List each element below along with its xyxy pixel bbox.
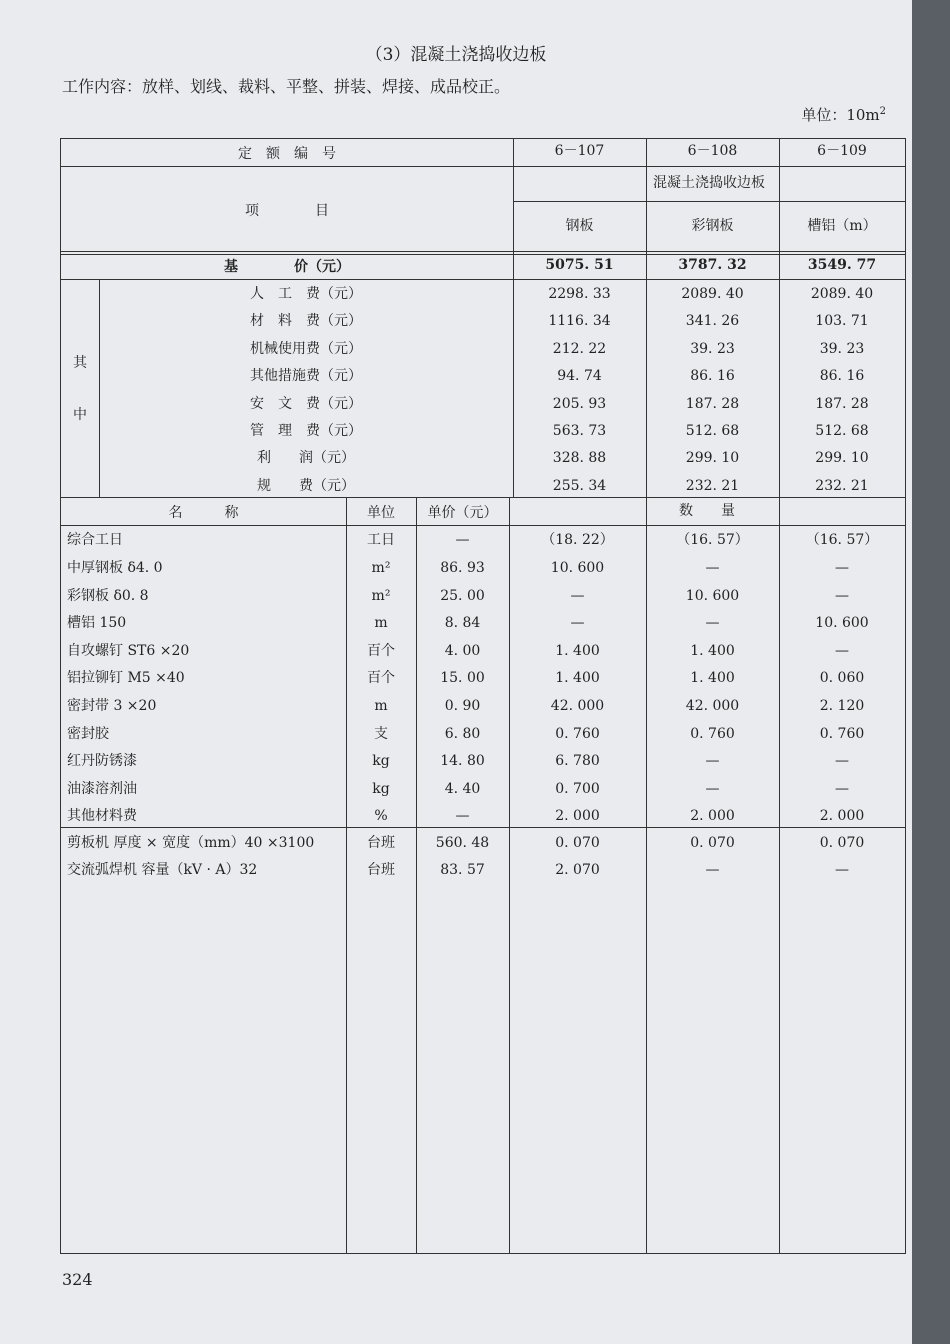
- machine-qty-channel-alu: 0. 070: [819, 835, 865, 851]
- cost-item-value-color-steel: 341. 26: [685, 313, 740, 330]
- labor-price: —: [455, 532, 470, 548]
- material-qty-steel: 1. 400: [555, 642, 600, 659]
- material-qty-steel: 6. 780: [555, 753, 600, 770]
- material-name: 铝拉铆钉 M5 ×40: [67, 670, 185, 687]
- material-unit-header: 单位: [367, 505, 395, 521]
- cost-item-value-color-steel: 512. 68: [685, 423, 740, 439]
- quota-code-1: 6－107: [554, 143, 605, 159]
- material-name-header: 名 称: [168, 505, 239, 521]
- quota-code-2: 6－108: [687, 143, 738, 159]
- cost-item-value-steel: 1116. 34: [548, 313, 611, 330]
- cost-item-value-steel: 94. 74: [557, 368, 602, 385]
- material-qty-steel: —: [570, 615, 585, 632]
- cost-item-label: 其他措施费（元）: [250, 368, 362, 385]
- page-title: （3）混凝土浇捣收边板: [365, 45, 547, 65]
- material-name: 自攻螺钉 ST6 ×20: [67, 642, 190, 659]
- material-unit: kg: [372, 780, 390, 797]
- quota-code-3: 6－109: [817, 143, 867, 159]
- cost-item-value-channel-alu: 187. 28: [815, 395, 869, 412]
- material-unit: %: [374, 808, 388, 825]
- material-unit: m²: [371, 560, 391, 576]
- material-qty-color-steel: —: [705, 615, 720, 632]
- cost-item-label: 安 文 费（元）: [250, 395, 362, 412]
- material-qty-color-steel: 1. 400: [690, 670, 735, 687]
- material-qty-color-steel: 1. 400: [690, 642, 735, 659]
- material-name: 密封胶: [67, 725, 109, 742]
- quantity-header: 数 量: [679, 503, 735, 519]
- cost-item-value-steel: 212. 22: [552, 340, 607, 357]
- material-price-header: 单价（元）: [427, 505, 498, 521]
- base-price-2: 3787. 32: [678, 257, 747, 273]
- material-price: 14. 80: [440, 753, 485, 770]
- material-name: 槽铝 150: [67, 615, 127, 632]
- material-name: 彩钢板 δ0. 8: [67, 587, 149, 604]
- material-qty-channel-alu: 10. 600: [815, 615, 869, 632]
- labor-name: 综合工日: [67, 532, 123, 548]
- material-name: 红丹防锈漆: [67, 753, 137, 770]
- material-qty-channel-alu: —: [835, 642, 849, 659]
- labor-qty-3: （16. 57）: [805, 532, 879, 548]
- machine-price: 560. 48: [435, 835, 490, 851]
- cost-item-label: 管 理 费（元）: [250, 423, 362, 439]
- unit-label: 单位：$10m^2$: [801, 106, 886, 124]
- cost-item-value-steel: 255. 34: [552, 477, 607, 494]
- material-qty-color-steel: 42. 000: [685, 698, 740, 714]
- material-qty-channel-alu: 2. 120: [819, 698, 865, 714]
- material-unit: 支: [374, 725, 388, 742]
- cost-item-value-channel-alu: 2089. 40: [810, 286, 874, 302]
- cost-item-value-steel: 2298. 33: [548, 286, 611, 302]
- labor-unit: 工日: [367, 532, 395, 548]
- cost-item-value-channel-alu: 299. 10: [815, 450, 869, 467]
- material-name: 中厚钢板 δ4. 0: [67, 560, 163, 576]
- cost-item-value-color-steel: 86. 16: [690, 368, 735, 385]
- among-label-2: 中: [73, 407, 87, 423]
- machine-name: 交流弧焊机 容量（kV · A）32: [67, 862, 258, 878]
- material-price: 15. 00: [440, 670, 485, 687]
- material-price: 4. 00: [444, 642, 481, 659]
- material-unit: m²: [371, 587, 391, 604]
- material-qty-steel: 0. 700: [555, 780, 600, 797]
- material-price: 86. 93: [440, 560, 485, 576]
- material-price: 8. 84: [444, 615, 481, 632]
- item-label: 项 目: [245, 203, 329, 219]
- cost-item-label: 利 润（元）: [257, 450, 355, 467]
- page-number: 324: [62, 1270, 93, 1289]
- cost-item-value-channel-alu: 39. 23: [819, 340, 865, 357]
- cost-item-value-color-steel: 187. 28: [685, 395, 740, 412]
- cost-item-value-channel-alu: 232. 21: [815, 477, 869, 494]
- material-qty-steel: 42. 000: [550, 698, 605, 714]
- machine-price: 83. 57: [440, 862, 485, 878]
- material-qty-color-steel: —: [705, 560, 720, 576]
- material-qty-color-steel: —: [705, 780, 720, 797]
- material-price: 4. 40: [444, 780, 481, 797]
- material-price: 0. 90: [444, 698, 481, 714]
- material-name: 密封带 3 ×20: [67, 698, 157, 714]
- cost-item-label: 规 费（元）: [257, 477, 355, 494]
- machine-qty-color-steel: 0. 070: [690, 835, 735, 851]
- machine-unit: 台班: [367, 862, 395, 878]
- labor-qty-2: （16. 57）: [676, 532, 749, 548]
- machine-qty-channel-alu: —: [835, 862, 849, 878]
- cost-item-value-color-steel: 39. 23: [690, 340, 735, 357]
- material-name: 其他材料费: [67, 808, 137, 825]
- material-qty-color-steel: 0. 760: [690, 725, 735, 742]
- column-steel-plate: 钢板: [565, 218, 594, 234]
- cost-item-value-color-steel: 232. 21: [685, 477, 740, 494]
- cost-item-label: 材 料 费（元）: [250, 313, 362, 330]
- work-content: 工作内容：放样、划线、裁料、平整、拼装、焊接、成品校正。: [62, 77, 511, 96]
- cost-item-value-steel: 328. 88: [552, 450, 607, 467]
- material-price: 6. 80: [444, 725, 481, 742]
- cost-item-value-steel: 205. 93: [552, 395, 607, 412]
- machine-name: 剪板机 厚度 × 宽度（mm）40 ×3100: [67, 835, 315, 851]
- machine-qty-color-steel: —: [705, 862, 720, 878]
- material-qty-steel: 0. 760: [555, 725, 600, 742]
- material-qty-channel-alu: 2. 000: [819, 808, 865, 825]
- base-price-1: 5075. 51: [545, 257, 614, 273]
- cost-item-value-color-steel: 299. 10: [685, 450, 740, 467]
- quota-code-label: 定 额 编 号: [238, 146, 336, 162]
- material-unit: 百个: [367, 670, 395, 687]
- machine-unit: 台班: [367, 835, 395, 851]
- cost-item-value-channel-alu: 512. 68: [815, 423, 869, 439]
- machine-qty-steel: 2. 070: [555, 862, 600, 878]
- material-qty-steel: 10. 600: [550, 560, 605, 576]
- cost-item-value-channel-alu: 86. 16: [819, 368, 865, 385]
- column-channel-alu: 槽铝（m）: [807, 218, 877, 234]
- material-qty-channel-alu: 0. 060: [819, 670, 865, 687]
- material-qty-channel-alu: —: [835, 587, 849, 604]
- material-name: 油漆溶剂油: [67, 780, 137, 797]
- material-qty-channel-alu: —: [835, 560, 849, 576]
- material-qty-color-steel: 2. 000: [690, 808, 735, 825]
- labor-qty-1: （18. 22）: [541, 532, 614, 548]
- base-price-3: 3549. 77: [807, 257, 877, 273]
- material-qty-steel: —: [570, 587, 585, 604]
- base-price-label: 基 价（元）: [224, 259, 350, 275]
- cost-item-value-steel: 563. 73: [552, 423, 607, 439]
- group-name: 混凝土浇捣收边板: [653, 175, 765, 191]
- material-qty-channel-alu: —: [835, 753, 849, 770]
- cost-item-value-color-steel: 2089. 40: [681, 286, 744, 302]
- quota-table: [60, 138, 906, 1254]
- material-qty-color-steel: —: [705, 753, 720, 770]
- material-unit: 百个: [367, 642, 395, 659]
- material-unit: kg: [372, 753, 390, 770]
- material-qty-steel: 2. 000: [555, 808, 600, 825]
- material-price: —: [455, 808, 470, 825]
- cost-item-value-channel-alu: 103. 71: [815, 313, 869, 330]
- among-label-1: 其: [73, 355, 87, 371]
- machine-qty-steel: 0. 070: [555, 835, 600, 851]
- material-unit: m: [374, 698, 388, 714]
- material-price: 25. 00: [440, 587, 485, 604]
- material-qty-channel-alu: 0. 760: [819, 725, 865, 742]
- material-qty-steel: 1. 400: [555, 670, 600, 687]
- cost-item-label: 机械使用费（元）: [250, 340, 362, 357]
- material-qty-color-steel: 10. 600: [685, 587, 740, 604]
- column-color-steel: 彩钢板: [691, 218, 734, 234]
- material-unit: m: [374, 615, 388, 632]
- cost-item-label: 人 工 费（元）: [250, 286, 362, 302]
- material-qty-channel-alu: —: [835, 780, 849, 797]
